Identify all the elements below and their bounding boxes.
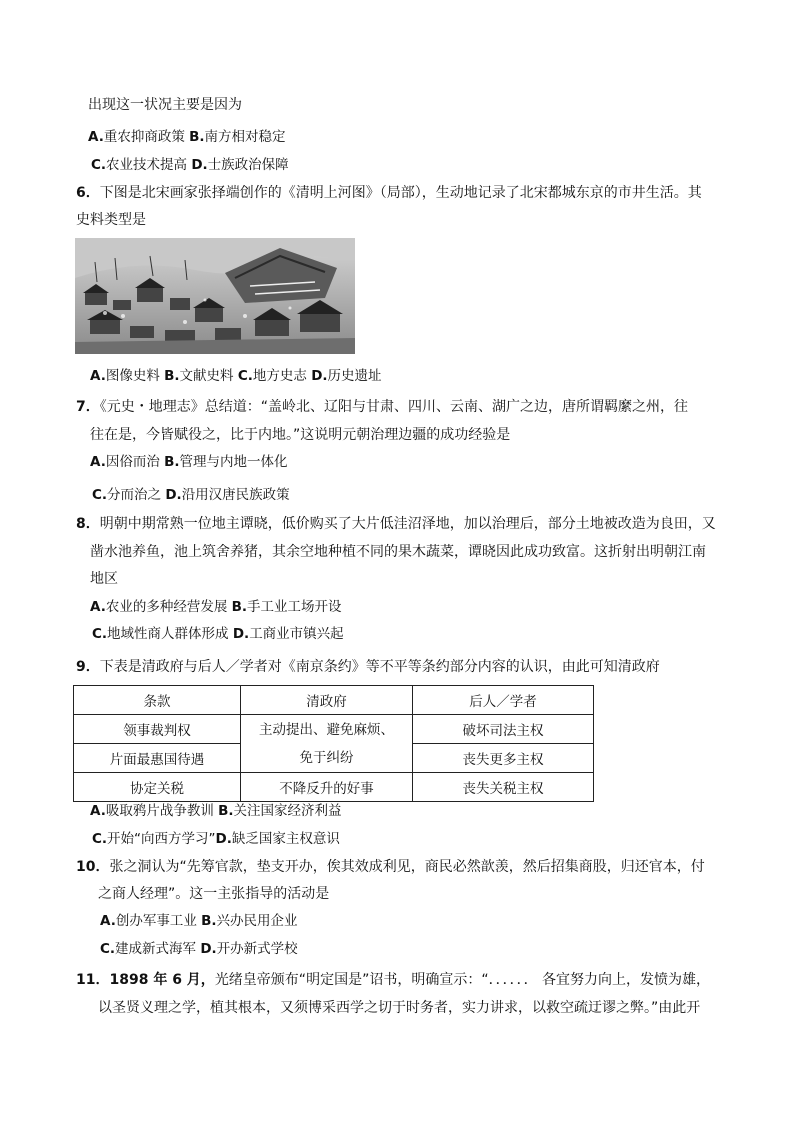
q11-stem-line2: 以圣贤义理之学，植其根本，又须博采西学之切于时务者，实力讲求，以救空疏迂谬之弊。”由此开 — [98, 1000, 701, 1016]
table-header-row — [74, 686, 594, 715]
q5-stem: 出现这一状况主要是因为 — [88, 97, 242, 113]
q9-stem-text: 下表是清政府与后人／学者对《南京条约》等不平等条约部分内容的认识，由此可知清政府 — [99, 659, 660, 675]
q8-number: 8． — [76, 516, 100, 532]
table-header: 条款 — [74, 686, 241, 715]
q5-options-ab — [88, 127, 286, 147]
q10-stem-line1 — [76, 857, 705, 877]
q8-stem-line2: 凿水池养鱼，池上筑舍养猪，其余空地种植不同的果木蔬菜，谭晓因此成功致富。这折射出明朝江南 — [90, 544, 706, 560]
table-cell: 片面最惠国待遇 — [74, 744, 241, 773]
q9-options-ab — [90, 801, 342, 821]
q11-date: 1898 年 6 月， — [109, 972, 215, 988]
q8-opt-a: 农业的多种经营发展 — [105, 599, 232, 615]
q10-options-cd — [100, 939, 298, 959]
q8-opt-c-label: C. — [92, 626, 108, 642]
table-row — [74, 773, 594, 802]
q5-opt-d-label: D. — [191, 157, 208, 173]
q7-stem-line2: 往在是，今皆赋役之，比于内地。”这说明元朝治理边疆的成功经验是 — [90, 427, 511, 443]
table-cell-line: 免于纠纷 — [299, 749, 354, 766]
q6-opt-c: 地方史志 — [252, 368, 312, 384]
q6-opt-d: 历史遗址 — [327, 368, 382, 384]
q9-options-cd — [92, 829, 340, 849]
q7-options-cd — [92, 485, 290, 505]
q8-options-ab — [90, 597, 342, 617]
q9-opt-b-label: B. — [218, 803, 234, 819]
q7-stem-line1 — [76, 397, 688, 417]
q10-opt-a: 创办军事工业 — [115, 913, 202, 929]
q10-opt-c-label: C. — [100, 941, 116, 957]
table-cell: 协定关税 — [74, 773, 241, 802]
q10-number: 10． — [76, 859, 110, 875]
q10-opt-d-label: D. — [200, 941, 217, 957]
q11-number: 11． — [76, 972, 110, 988]
q7-opt-a-label: A. — [90, 454, 106, 470]
q5-options-cd — [91, 155, 289, 175]
q8-opt-d: 工商业市镇兴起 — [249, 626, 344, 642]
q10-opt-c: 建成新式海军 — [115, 941, 201, 957]
q11-stem-line1 — [76, 970, 710, 990]
table-cell: 丧失关税主权 — [413, 773, 594, 802]
table-header: 后人／学者 — [413, 686, 594, 715]
q6-opt-a-label: A. — [90, 368, 106, 384]
q5-opt-b: 南方相对稳定 — [204, 129, 286, 145]
q7-opt-d-label: D. — [165, 487, 182, 503]
q10-opt-a-label: A. — [100, 913, 116, 929]
q6-number: 6． — [76, 185, 100, 201]
table-cell: 不降反升的好事 — [241, 773, 413, 802]
q5-opt-c: 农业技术提高 — [106, 157, 192, 173]
treaty-comparison-table — [73, 685, 594, 802]
q9-opt-a-label: A. — [90, 803, 106, 819]
q7-opt-d: 沿用汉唐民族政策 — [181, 487, 290, 503]
q8-opt-b: 手工业工场开设 — [247, 599, 342, 615]
q7-opt-c-label: C. — [92, 487, 108, 503]
q5-opt-d: 士族政治保障 — [207, 157, 289, 173]
q10-stem-text: 张之洞认为“先筹官款，垫支开办，俟其效成利见，商民必然歆羡，然后招集商股，归还官本，付 — [109, 859, 705, 875]
q7-opt-b: 管理与内地一体化 — [179, 454, 288, 470]
q6-opt-a: 图像史料 — [105, 368, 165, 384]
q8-stem-line1 — [76, 514, 716, 534]
q9-opt-a: 吸取鸦片战争教训 — [105, 803, 219, 819]
table-cell: 破坏司法主权 — [413, 715, 594, 744]
q11-stem-text: 光绪皇帝颁布“明定国是”诏书，明确宣示：“．．．．．． 各宜努力向上，发愤为雄， — [214, 972, 711, 988]
table-row — [74, 715, 594, 744]
q8-opt-b-label: B. — [231, 599, 248, 615]
q10-opt-b: 兴办民用企业 — [216, 913, 298, 929]
table-header: 清政府 — [241, 686, 413, 715]
q5-opt-a-label: A. — [88, 129, 104, 145]
q9-opt-d-label: D. — [215, 831, 232, 847]
q10-stem-line2: 之商人经理”。这一主张指导的活动是 — [98, 886, 330, 902]
q8-stem-line3: 地区 — [90, 571, 118, 587]
table-cell: 领事裁判权 — [74, 715, 241, 744]
q10-options-ab — [100, 911, 298, 931]
q6-stem-line1 — [76, 183, 702, 203]
q6-opt-d-label: D. — [311, 368, 328, 384]
q7-opt-b-label: B. — [164, 454, 180, 470]
q10-opt-b-label: B. — [201, 913, 217, 929]
q6-opt-b-label: B. — [164, 368, 180, 384]
q9-stem — [76, 657, 660, 677]
q6-stem-text: 下图是北宋画家张择端创作的《清明上河图》（局部），生动地记录了北宋都城东京的市井生活。其 — [99, 185, 702, 201]
q6-options — [90, 366, 382, 386]
q7-stem-text: 《元史・地理志》总结道：“盖岭北、辽阳与甘肃、四川、云南、湖广之边，唐所谓羁縻之州，往 — [99, 399, 689, 415]
q7-opt-c: 分而治之 — [107, 487, 166, 503]
q5-opt-a: 重农抑商政策 — [103, 129, 190, 145]
q9-opt-d: 缺乏国家主权意识 — [231, 831, 340, 847]
q8-stem-text: 明朝中期常熟一位地主谭晓，低价购买了大片低洼沼泽地，加以治理后，部分土地被改造为良田，又 — [99, 516, 716, 532]
q7-number: 7． — [76, 399, 100, 415]
q9-opt-c-label: C. — [92, 831, 108, 847]
q8-opt-c: 地域性商人群体形成 — [107, 626, 233, 642]
q8-opt-d-label: D. — [232, 626, 250, 642]
table-cell-merged — [241, 715, 413, 773]
table-cell-line: 主动提出、避免麻烦、 — [259, 721, 394, 738]
q9-number: 9． — [76, 659, 100, 675]
q9-opt-c: 开始“向西方学习” — [107, 831, 216, 847]
q8-opt-a-label: A. — [90, 599, 106, 615]
q6-stem-line2: 史料类型是 — [76, 212, 146, 228]
q6-opt-c-label: C. — [237, 368, 253, 384]
q10-opt-d: 开办新式学校 — [216, 941, 298, 957]
q6-opt-b: 文献史料 — [179, 368, 238, 384]
q9-opt-b: 关注国家经济利益 — [233, 803, 342, 819]
painting-illustration — [75, 238, 355, 354]
table-cell: 丧失更多主权 — [413, 744, 594, 773]
q7-opt-a: 因俗而治 — [105, 454, 165, 470]
qingming-painting-image — [75, 238, 355, 354]
q5-opt-c-label: C. — [91, 157, 107, 173]
q5-opt-b-label: B. — [189, 129, 205, 145]
q8-options-cd — [92, 624, 344, 644]
q7-options-ab — [90, 452, 288, 472]
